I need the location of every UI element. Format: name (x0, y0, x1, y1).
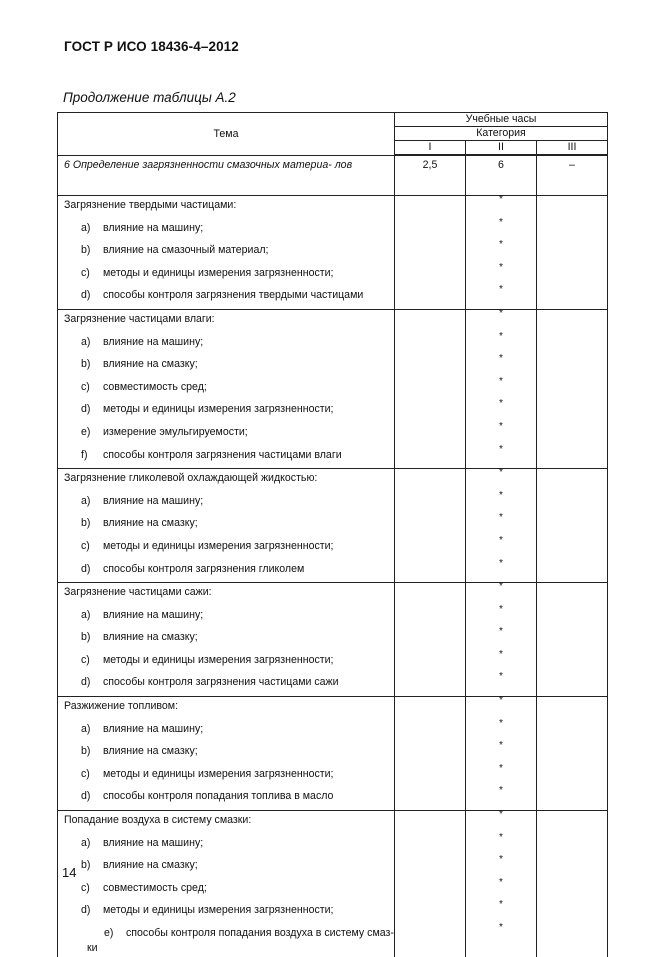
table-row (58, 219, 608, 242)
hours-cat-3-cell (537, 787, 608, 810)
hours-cat-1-cell (395, 196, 466, 219)
hours-cat-2-cell: * (466, 673, 537, 696)
table-row (58, 834, 608, 857)
table-row-group-title (58, 469, 608, 492)
item-text: влияние на смазочный материал; (103, 244, 269, 257)
hours-cat-1-cell (395, 583, 466, 606)
table-caption: Продолжение таблицы А.2 (63, 90, 236, 105)
hours-cat-2-cell: * (466, 583, 537, 606)
hours-cat-2-cell: * (466, 514, 537, 537)
table-row (58, 514, 608, 537)
item-topic (58, 720, 395, 743)
hours-cat-2-cell: * (466, 400, 537, 423)
hours-cat-2-cell: * (466, 537, 537, 560)
item-letter: e) (104, 927, 114, 939)
item-text: способы контроля загрязнения твердыми частицами (103, 289, 364, 302)
item-letter: b) (81, 745, 91, 758)
hours-cat-2-cell: * (466, 742, 537, 765)
item-topic (58, 834, 395, 857)
item-letter: b) (81, 358, 91, 371)
item-letter: a) (81, 608, 91, 621)
hours-cat-2-cell: * (466, 446, 537, 469)
item-letter: c) (81, 881, 90, 894)
hours-cat-1-cell (395, 469, 466, 492)
table-row (58, 856, 608, 879)
hours-cat-3-cell (537, 355, 608, 378)
section-6-hours-cat-1: 2,5 (395, 155, 466, 196)
item-letter: c) (81, 380, 90, 393)
item-text: способы контроля загрязнения частицами сажи (103, 676, 339, 689)
item-topic (58, 742, 395, 765)
item-letter: d) (81, 562, 91, 575)
item-text: влияние на машину; (103, 722, 204, 735)
table-row (58, 924, 608, 954)
item-topic (58, 673, 395, 696)
item-topic (58, 924, 395, 954)
item-text: методы и единицы измерения загрязненности; (103, 539, 334, 552)
group-title: Попадание воздуха в систему смазки: (58, 811, 395, 834)
hours-cat-2-cell: * (466, 697, 537, 720)
hours-cat-2-cell: * (466, 651, 537, 674)
table-row-group-title (58, 583, 608, 606)
item-topic (58, 400, 395, 423)
hours-cat-1-cell (395, 856, 466, 879)
hours-cat-3-cell (537, 560, 608, 583)
item-text: методы и единицы измерения загрязненности; (103, 403, 334, 416)
item-letter: a) (81, 836, 91, 849)
hours-cat-1-cell (395, 400, 466, 423)
item-topic (58, 492, 395, 515)
hours-cat-1-cell (395, 309, 466, 332)
item-text: влияние на машину; (103, 608, 204, 621)
hours-cat-2-cell: * (466, 834, 537, 857)
curriculum-table (57, 112, 608, 957)
section-6-hours-cat-3: – (537, 155, 608, 196)
item-line (81, 927, 394, 939)
hours-cat-2-cell: * (466, 856, 537, 879)
section-6-hours-cat-2: 6 (466, 155, 537, 196)
hours-cat-2-cell: * (466, 787, 537, 810)
hours-cat-3-cell (537, 241, 608, 264)
item-topic (58, 537, 395, 560)
table-row (58, 560, 608, 583)
table-row (58, 606, 608, 629)
hours-cat-2-cell: * (466, 219, 537, 242)
item-text: влияние на смазку; (103, 631, 198, 644)
hours-cat-2-cell: * (466, 879, 537, 902)
hours-cat-2-cell: * (466, 811, 537, 834)
hours-cat-3-cell (537, 423, 608, 446)
item-topic (58, 219, 395, 242)
hours-cat-1-cell (395, 560, 466, 583)
column-header-cat-3: III (537, 141, 608, 156)
hours-cat-1-cell (395, 628, 466, 651)
item-letter: a) (81, 335, 91, 348)
hours-cat-1-cell (395, 241, 466, 264)
hours-cat-2-cell: * (466, 765, 537, 788)
section-6-title: 6 Определение загрязненности смазочных материа- лов (58, 155, 395, 196)
item-text: измерение эмульгируемости; (103, 425, 248, 438)
hours-cat-2-cell: * (466, 492, 537, 515)
hours-cat-3-cell (537, 901, 608, 924)
table-row (58, 720, 608, 743)
item-topic (58, 286, 395, 309)
table-row (58, 355, 608, 378)
item-letter: b) (81, 631, 91, 644)
hours-cat-3-cell (537, 446, 608, 469)
item-text: влияние на смазку; (103, 859, 198, 872)
hours-cat-1-cell (395, 514, 466, 537)
table-row (58, 241, 608, 264)
hours-cat-2-cell: * (466, 924, 537, 954)
hours-cat-1-cell (395, 924, 466, 954)
hours-cat-3-cell (537, 856, 608, 879)
hours-cat-3-cell (537, 834, 608, 857)
hours-cat-2-cell: * (466, 309, 537, 332)
item-text: способы контроля попадания топлива в масло (103, 790, 334, 803)
hours-cat-1-cell (395, 879, 466, 902)
item-text-continuation: ки (87, 942, 98, 954)
hours-cat-1-cell (395, 537, 466, 560)
table-row (58, 787, 608, 810)
item-topic (58, 355, 395, 378)
item-topic (58, 765, 395, 788)
hours-cat-2-cell: * (466, 286, 537, 309)
table-row (58, 286, 608, 309)
group-title: Разжижение топливом: (58, 697, 395, 720)
column-header-hours: Учебные часы (395, 113, 608, 127)
table-body (58, 155, 608, 957)
hours-cat-1-cell (395, 355, 466, 378)
table-row-group-title (58, 697, 608, 720)
item-topic (58, 241, 395, 264)
table-row (58, 673, 608, 696)
item-letter: a) (81, 722, 91, 735)
item-letter: c) (81, 539, 90, 552)
table-row (58, 879, 608, 902)
item-letter: b) (81, 244, 91, 257)
hours-cat-3-cell (537, 264, 608, 287)
hours-cat-2-cell: * (466, 333, 537, 356)
item-text: влияние на машину; (103, 494, 204, 507)
item-text: способы контроля загрязнения частицами влаги (103, 448, 342, 461)
item-topic (58, 879, 395, 902)
table-row (58, 537, 608, 560)
hours-cat-1-cell (395, 720, 466, 743)
hours-cat-3-cell (537, 286, 608, 309)
item-topic (58, 264, 395, 287)
group-title: Загрязнение гликолевой охлаждающей жидкостью: (58, 469, 395, 492)
table-row (58, 400, 608, 423)
hours-cat-3-cell (537, 492, 608, 515)
column-header-cat-1: I (395, 141, 466, 156)
table-row (58, 765, 608, 788)
item-topic (58, 423, 395, 446)
item-text: способы контроля попадания воздуха в систему смаз- (126, 927, 394, 939)
hours-cat-1-cell (395, 901, 466, 924)
hours-cat-3-cell (537, 673, 608, 696)
item-letter: f) (81, 448, 88, 461)
item-text: методы и единицы измерения загрязненности; (103, 767, 334, 780)
hours-cat-1-cell (395, 606, 466, 629)
hours-cat-3-cell (537, 765, 608, 788)
item-letter: e) (81, 425, 91, 438)
document-header: ГОСТ Р ИСО 18436-4–2012 (64, 39, 239, 54)
hours-cat-1-cell (395, 219, 466, 242)
item-text: влияние на машину; (103, 335, 204, 348)
hours-cat-3-cell (537, 196, 608, 219)
item-letter: d) (81, 403, 91, 416)
hours-cat-3-cell (537, 400, 608, 423)
hours-cat-2-cell: * (466, 628, 537, 651)
hours-cat-3-cell (537, 537, 608, 560)
hours-cat-3-cell (537, 469, 608, 492)
hours-cat-1-cell (395, 697, 466, 720)
hours-cat-3-cell (537, 811, 608, 834)
hours-cat-3-cell (537, 333, 608, 356)
hours-cat-1-cell (395, 423, 466, 446)
item-text: совместимость сред; (103, 881, 207, 894)
hours-cat-1-cell (395, 834, 466, 857)
hours-cat-3-cell (537, 742, 608, 765)
hours-cat-1-cell (395, 286, 466, 309)
item-text: способы контроля загрязнения гликолем (103, 562, 305, 575)
item-letter: d) (81, 676, 91, 689)
hours-cat-3-cell (537, 378, 608, 401)
column-header-topic: Тема (58, 113, 395, 156)
item-letter: d) (81, 289, 91, 302)
hours-cat-3-cell (537, 879, 608, 902)
table-row (58, 264, 608, 287)
item-topic (58, 628, 395, 651)
hours-cat-1-cell (395, 333, 466, 356)
hours-cat-1-cell (395, 811, 466, 834)
table-row (58, 446, 608, 469)
table-row (58, 423, 608, 446)
item-letter: c) (81, 266, 90, 279)
table-row (58, 492, 608, 515)
item-letter: c) (81, 767, 90, 780)
item-topic (58, 651, 395, 674)
item-topic (58, 901, 395, 924)
item-text: методы и единицы измерения загрязненности; (103, 266, 334, 279)
item-text: методы и единицы измерения загрязненности; (103, 653, 334, 666)
table-row (58, 378, 608, 401)
hours-cat-3-cell (537, 606, 608, 629)
page-number: 14 (62, 865, 77, 880)
table-row-group-title (58, 196, 608, 219)
item-topic (58, 378, 395, 401)
table-row (58, 651, 608, 674)
hours-cat-2-cell: * (466, 196, 537, 219)
item-topic (58, 446, 395, 469)
hours-cat-2-cell: * (466, 241, 537, 264)
table-row (58, 742, 608, 765)
item-letter: b) (81, 859, 91, 872)
table-row-group-title (58, 811, 608, 834)
group-title: Загрязнение частицами влаги: (58, 309, 395, 332)
column-header-category: Категория (395, 127, 608, 141)
item-letter: d) (81, 904, 91, 917)
hours-cat-2-cell: * (466, 606, 537, 629)
hours-cat-1-cell (395, 765, 466, 788)
table-row-section-6 (58, 155, 608, 196)
table-row-group-title (58, 309, 608, 332)
hours-cat-3-cell (537, 720, 608, 743)
hours-cat-2-cell: * (466, 901, 537, 924)
item-text: совместимость сред; (103, 380, 207, 393)
item-letter: b) (81, 517, 91, 530)
hours-cat-1-cell (395, 742, 466, 765)
item-letter: d) (81, 790, 91, 803)
item-text: методы и единицы измерения загрязненности; (103, 904, 334, 917)
hours-cat-3-cell (537, 514, 608, 537)
hours-cat-3-cell (537, 697, 608, 720)
hours-cat-1-cell (395, 446, 466, 469)
item-text: влияние на смазку; (103, 745, 198, 758)
hours-cat-2-cell: * (466, 355, 537, 378)
hours-cat-3-cell (537, 628, 608, 651)
table-row (58, 901, 608, 924)
table-row (58, 628, 608, 651)
hours-cat-2-cell: * (466, 469, 537, 492)
item-topic (58, 856, 395, 879)
hours-cat-2-cell: * (466, 378, 537, 401)
hours-cat-1-cell (395, 651, 466, 674)
hours-cat-3-cell (537, 309, 608, 332)
hours-cat-3-cell (537, 924, 608, 954)
item-topic (58, 514, 395, 537)
table-row (58, 333, 608, 356)
item-letter: a) (81, 221, 91, 234)
hours-cat-1-cell (395, 492, 466, 515)
item-text: влияние на смазку; (103, 358, 198, 371)
column-header-cat-2: II (466, 141, 537, 156)
hours-cat-2-cell: * (466, 423, 537, 446)
hours-cat-1-cell (395, 264, 466, 287)
item-topic (58, 333, 395, 356)
item-letter: a) (81, 494, 91, 507)
item-text: влияние на машину; (103, 836, 204, 849)
item-topic (58, 560, 395, 583)
item-text: влияние на машину; (103, 221, 204, 234)
group-title: Загрязнение твердыми частицами: (58, 196, 395, 219)
item-topic (58, 787, 395, 810)
hours-cat-1-cell (395, 378, 466, 401)
hours-cat-1-cell (395, 673, 466, 696)
item-text: влияние на смазку; (103, 517, 198, 530)
hours-cat-1-cell (395, 787, 466, 810)
item-topic (58, 606, 395, 629)
item-letter: c) (81, 653, 90, 666)
hours-cat-2-cell: * (466, 560, 537, 583)
hours-cat-3-cell (537, 583, 608, 606)
group-title: Загрязнение частицами сажи: (58, 583, 395, 606)
hours-cat-3-cell (537, 219, 608, 242)
hours-cat-2-cell: * (466, 720, 537, 743)
hours-cat-2-cell: * (466, 264, 537, 287)
hours-cat-3-cell (537, 651, 608, 674)
